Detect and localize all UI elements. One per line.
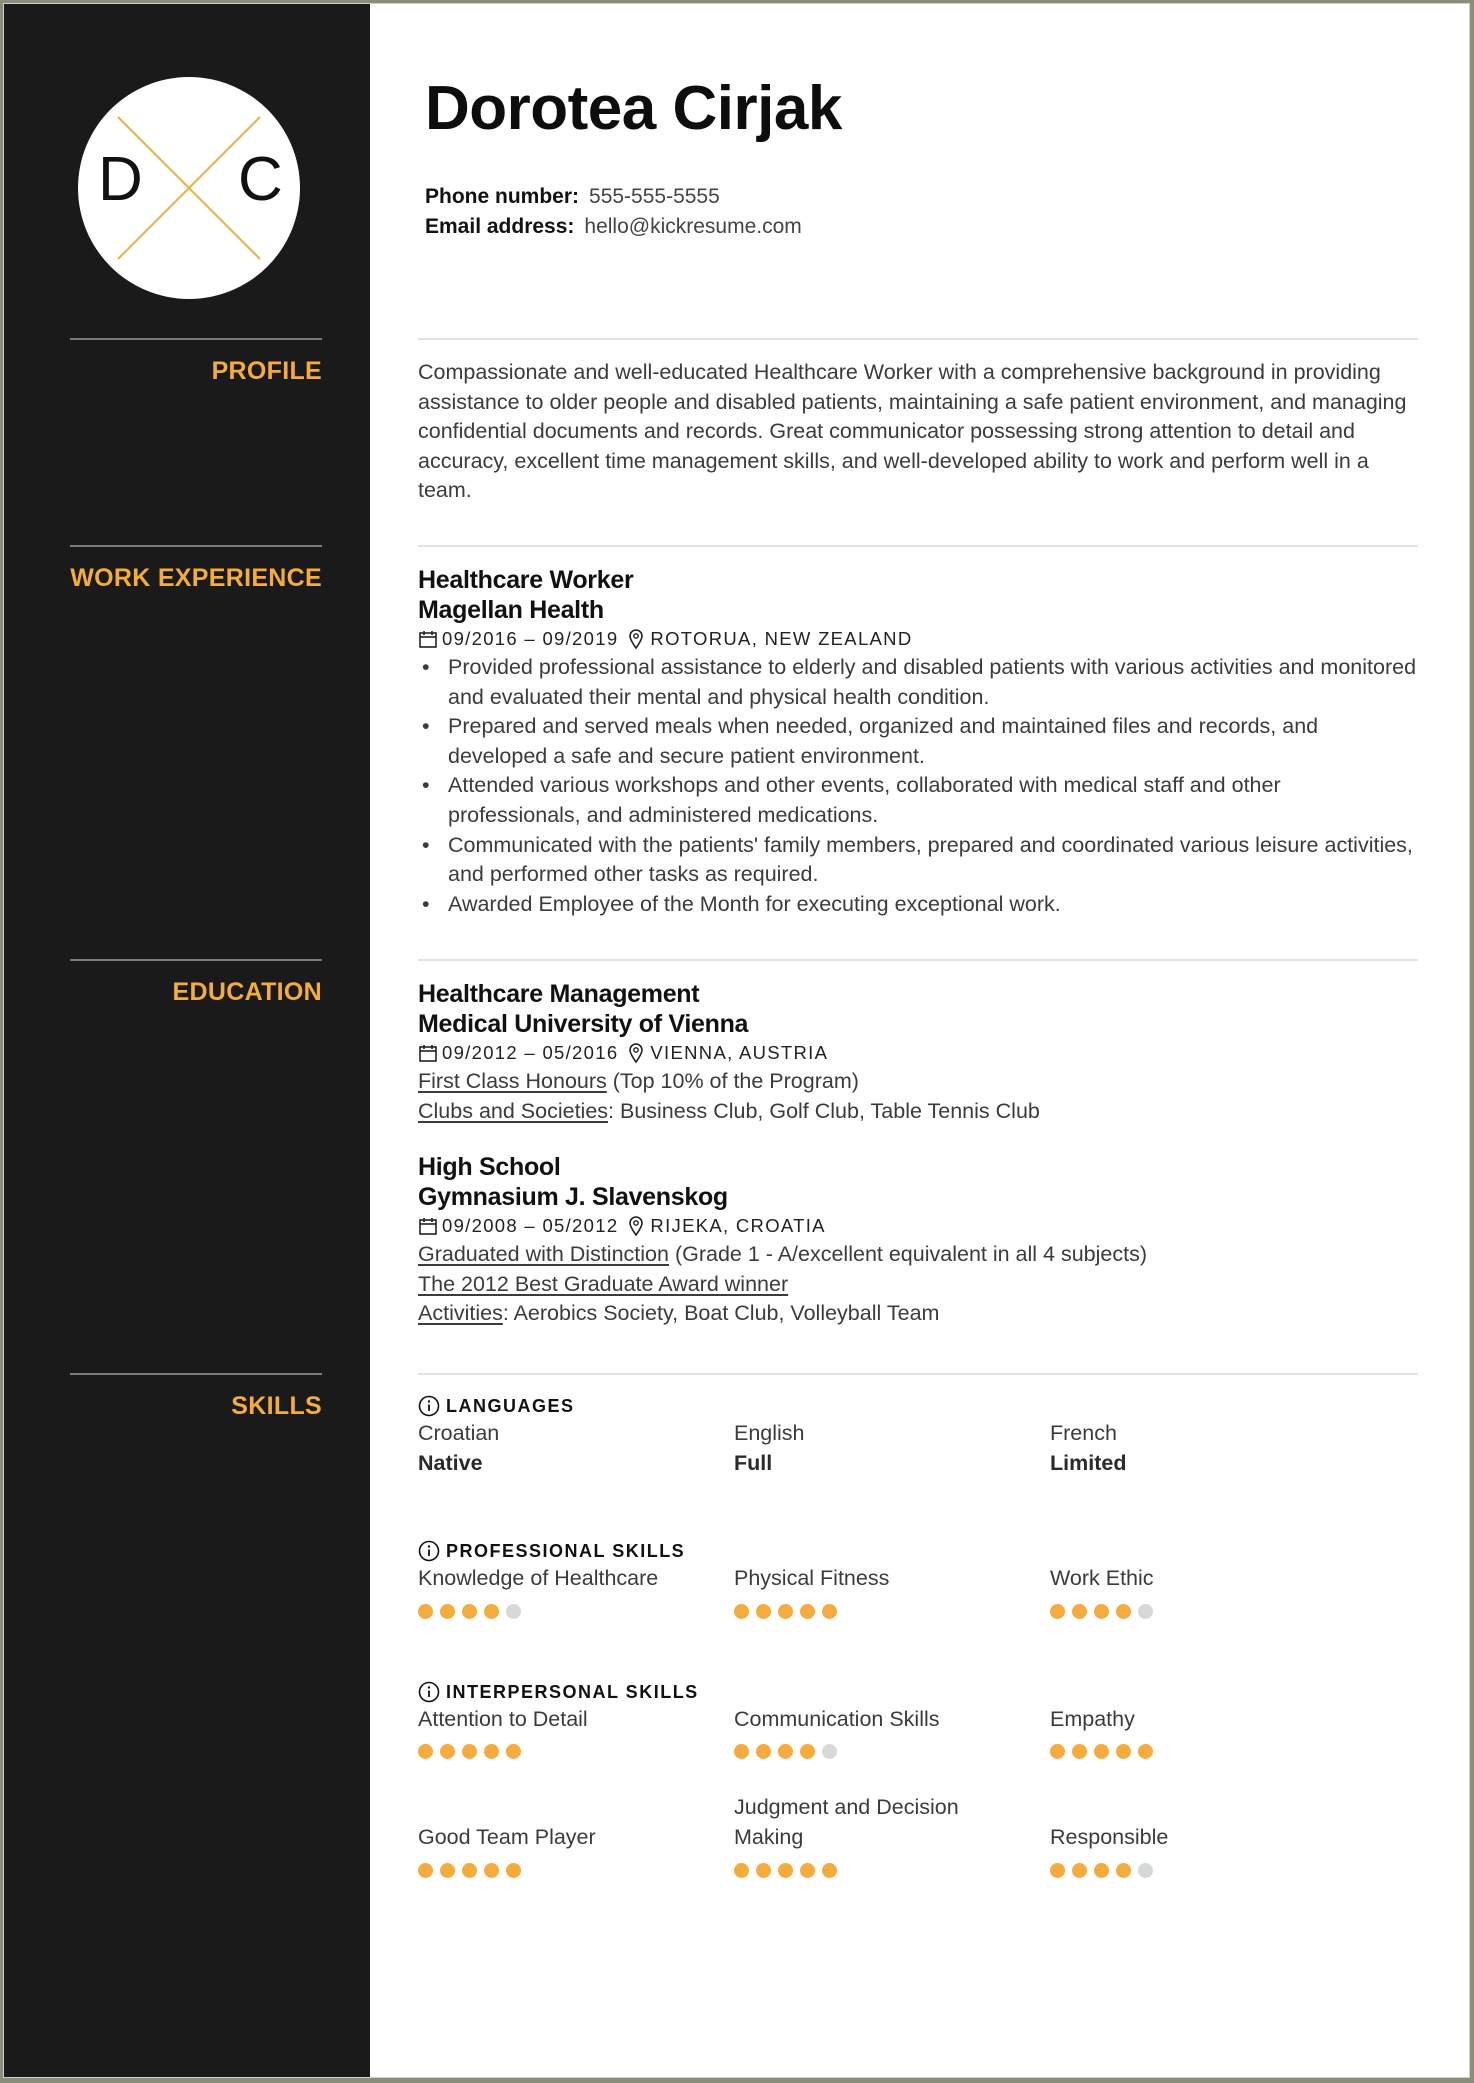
rating-dot-filled — [756, 1604, 771, 1619]
candidate-name: Dorotea Cirjak — [425, 74, 842, 143]
professional-skills-grid — [418, 1564, 1418, 1619]
email-row — [425, 212, 802, 242]
languages-group — [418, 1393, 1418, 1478]
skill-rating — [418, 1604, 734, 1619]
contact-info — [425, 182, 802, 242]
education-detail-link[interactable]: The 2012 Best Graduate Award winner — [418, 1271, 789, 1296]
info-icon — [418, 1540, 440, 1562]
calendar-icon — [418, 1216, 438, 1236]
rating-dot-empty — [506, 1604, 521, 1619]
rating-dot-filled — [418, 1604, 433, 1619]
calendar-icon — [418, 1043, 438, 1063]
rating-dot-filled — [506, 1744, 521, 1759]
skill-rating — [1050, 1744, 1366, 1759]
skill-item: Responsible — [1050, 1823, 1366, 1878]
skill-item: Knowledge of Healthcare — [418, 1564, 734, 1619]
rating-dot-filled — [484, 1863, 499, 1878]
rating-dot-filled — [778, 1744, 793, 1759]
skills-section — [418, 1373, 1418, 1878]
rating-dot-filled — [800, 1863, 815, 1878]
rating-dot-filled — [1072, 1744, 1087, 1759]
sidebar-section-work — [70, 545, 322, 593]
job-bullet: • Provided professional assistance to elderly and disabled patients with various activities and monitored and evaluated their mental and physical health condition. — [418, 653, 1418, 712]
skill-item: Empathy — [1050, 1705, 1366, 1760]
interpersonal-skills-heading: INTERPERSONAL SKILLS — [418, 1679, 1418, 1705]
job-employer: Magellan Health — [418, 596, 604, 624]
skill-item: Work Ethic — [1050, 1564, 1366, 1619]
work-section — [418, 545, 1418, 919]
education-location: RIJEKA, CROATIA — [650, 1215, 826, 1237]
skill-item: Good Team Player — [418, 1823, 734, 1878]
info-icon — [418, 1681, 440, 1703]
rating-dot-filled — [1072, 1604, 1087, 1619]
divider — [418, 1373, 1418, 1375]
education-entry — [418, 979, 1418, 1126]
institution: Gymnasium J. Slavenskog — [418, 1183, 728, 1212]
professional-skills-group — [418, 1538, 1418, 1619]
rating-dot-filled — [800, 1604, 815, 1619]
education-detail-link[interactable]: First Class Honours — [418, 1069, 607, 1093]
divider — [418, 959, 1418, 961]
rating-dot-empty — [1138, 1604, 1153, 1619]
rating-dot-filled — [484, 1604, 499, 1619]
location-pin-icon — [628, 1215, 644, 1237]
job-bullet: • Prepared and served meals when needed, organized and maintained files and records, and developed a safe and secure patient environment. — [418, 712, 1418, 771]
skill-rating — [1050, 1604, 1366, 1619]
skill-item: Communication Skills — [734, 1705, 1050, 1760]
rating-dot-filled — [756, 1744, 771, 1759]
info-icon — [418, 1395, 440, 1417]
rating-dot-filled — [778, 1604, 793, 1619]
education-detail: First Class Honours (Top 10% of the Program) — [418, 1069, 859, 1093]
degree-title: High School — [418, 1153, 561, 1182]
skill-rating — [734, 1604, 1050, 1619]
interpersonal-skills-group — [418, 1679, 1418, 1878]
rating-dot-filled — [734, 1744, 749, 1759]
languages-heading: LANGUAGES — [418, 1393, 1418, 1419]
divider — [418, 545, 1418, 547]
education-section — [418, 959, 1418, 1329]
rating-dot-empty — [1138, 1863, 1153, 1878]
rating-dot-filled — [440, 1863, 455, 1878]
rating-dot-filled — [1050, 1863, 1065, 1878]
initial-last: C — [238, 145, 283, 214]
phone-row — [425, 182, 802, 212]
phone-value[interactable]: 555-555-5555 — [589, 185, 720, 208]
education-detail — [418, 1270, 1418, 1300]
skill-rating — [418, 1863, 734, 1878]
education-detail: Clubs and Societies: Business Club, Golf Club, Table Tennis Club — [418, 1098, 1040, 1123]
education-detail-link[interactable]: Graduated with Distinction — [418, 1242, 669, 1267]
interpersonal-skills-grid — [418, 1705, 1418, 1760]
education-entry — [418, 1152, 1418, 1329]
education-detail: Graduated with Distinction (Grade 1 - A/excellent equivalent in all 4 subjects) — [418, 1242, 1147, 1267]
skill-rating — [734, 1863, 1050, 1878]
rating-dot-filled — [1050, 1744, 1065, 1759]
languages-grid — [418, 1419, 1418, 1478]
education-meta — [418, 1039, 1418, 1067]
rating-dot-filled — [462, 1744, 477, 1759]
language-item: Croatian Native — [418, 1421, 500, 1475]
education-dates: 09/2008 – 05/2012 — [442, 1215, 619, 1237]
rating-dot-filled — [822, 1604, 837, 1619]
section-label-skills: SKILLS — [231, 1392, 322, 1420]
section-label-education: EDUCATION — [172, 978, 322, 1006]
sidebar — [4, 4, 370, 2077]
degree-title: Healthcare Management — [418, 980, 700, 1008]
language-item: French Limited — [1050, 1421, 1127, 1475]
skill-rating — [1050, 1863, 1366, 1878]
language-item: English Full — [734, 1421, 805, 1475]
profile-summary: Compassionate and well-educated Healthcare Worker with a comprehensive background in providing assistance to older people and disabled patients, maintaining a safe patient environment, and managing confidential documents and records. Great communicator possessing strong attention to detail and accuracy, excellent time management skills, and well-developed ability to work and perform well in a team. — [418, 360, 1407, 503]
rating-dot-filled — [1138, 1744, 1153, 1759]
divider — [70, 338, 322, 340]
education-detail-link[interactable]: Clubs and Societies — [418, 1098, 609, 1123]
rating-dot-empty — [822, 1744, 837, 1759]
education-dates: 09/2012 – 05/2016 — [442, 1042, 619, 1063]
job-meta — [418, 625, 1418, 653]
divider — [70, 959, 322, 961]
rating-dot-filled — [1116, 1863, 1131, 1878]
job-bullet: • Communicated with the patients' family members, prepared and coordinated various leisure activities, and performed other tasks as required. — [418, 831, 1418, 890]
job-location: ROTORUA, NEW ZEALAND — [650, 628, 913, 649]
education-location: VIENNA, AUSTRIA — [650, 1042, 829, 1063]
skill-rating — [734, 1744, 1050, 1759]
rating-dot-filled — [440, 1744, 455, 1759]
rating-dot-filled — [1050, 1604, 1065, 1619]
divider — [70, 545, 322, 547]
skill-rating — [418, 1744, 734, 1759]
resume-page — [3, 3, 1470, 2078]
skill-item: Physical Fitness — [734, 1564, 1050, 1619]
interpersonal-skills-grid-row2 — [418, 1793, 1418, 1877]
rating-dot-filled — [418, 1863, 433, 1878]
divider — [418, 338, 1418, 340]
job-dates: 09/2016 – 09/2019 — [442, 628, 619, 649]
rating-dot-filled — [506, 1863, 521, 1878]
skill-item: Attention to Detail — [418, 1705, 734, 1760]
institution: Medical University of Vienna — [418, 1010, 749, 1038]
location-pin-icon — [628, 628, 644, 650]
rating-dot-filled — [1116, 1604, 1131, 1619]
phone-label: Phone number: — [425, 185, 580, 208]
rating-dot-filled — [822, 1863, 837, 1878]
email-label: Email address: — [425, 215, 575, 238]
education-detail: Activities: Aerobics Society, Boat Club, Volleyball Team — [418, 1301, 940, 1326]
sidebar-section-education — [70, 959, 322, 1007]
rating-dot-filled — [734, 1863, 749, 1878]
sidebar-section-profile — [70, 338, 322, 386]
calendar-icon — [418, 629, 438, 649]
rating-dot-filled — [1094, 1744, 1109, 1759]
professional-skills-heading: PROFESSIONAL SKILLS — [418, 1538, 1418, 1564]
rating-dot-filled — [418, 1744, 433, 1759]
rating-dot-filled — [1072, 1863, 1087, 1878]
rating-dot-filled — [1094, 1604, 1109, 1619]
profile-section — [418, 338, 1418, 506]
rating-dot-filled — [462, 1604, 477, 1619]
rating-dot-filled — [756, 1863, 771, 1878]
education-meta — [418, 1212, 1418, 1240]
location-pin-icon — [628, 1042, 644, 1064]
email-value[interactable]: hello@kickresume.com — [584, 215, 802, 238]
rating-dot-filled — [462, 1863, 477, 1878]
job-entry — [418, 565, 1418, 919]
job-bullet: • Awarded Employee of the Month for executing exceptional work. — [418, 890, 1418, 920]
rating-dot-filled — [1094, 1863, 1109, 1878]
rating-dot-filled — [800, 1744, 815, 1759]
rating-dot-filled — [778, 1863, 793, 1878]
skill-item: Judgment and Decision Making — [734, 1793, 1050, 1877]
section-label-work: WORK EXPERIENCE — [70, 564, 322, 592]
monogram-avatar — [78, 77, 300, 299]
job-bullet: • Attended various workshops and other events, collaborated with medical staff and other professionals, and administered medications. — [418, 771, 1418, 830]
education-detail-link[interactable]: Activities — [418, 1301, 503, 1326]
rating-dot-filled — [734, 1604, 749, 1619]
rating-dot-filled — [440, 1604, 455, 1619]
initial-first: D — [98, 145, 143, 214]
section-label-profile: PROFILE — [211, 357, 322, 385]
job-bullets — [418, 653, 1418, 919]
rating-dot-filled — [1116, 1744, 1131, 1759]
job-title: Healthcare Worker — [418, 566, 634, 594]
divider — [70, 1373, 322, 1375]
rating-dot-filled — [484, 1744, 499, 1759]
sidebar-section-skills — [70, 1373, 322, 1421]
